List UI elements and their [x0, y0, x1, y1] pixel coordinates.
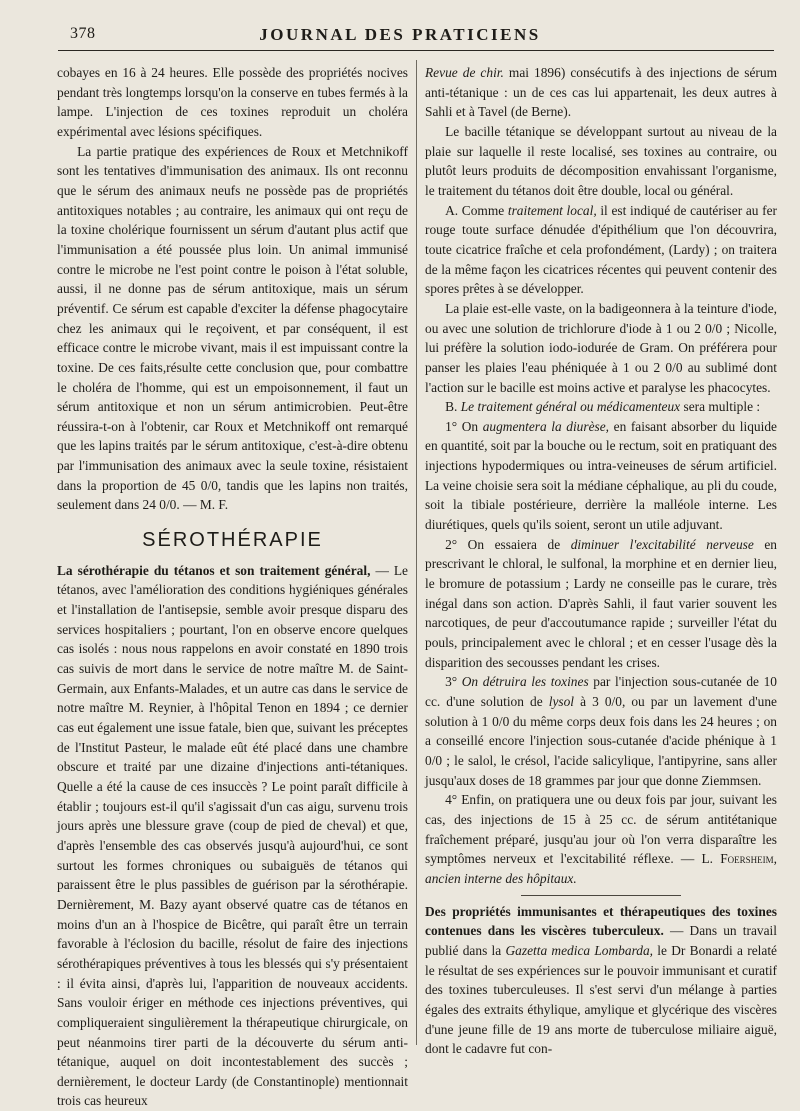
page-number: 378: [70, 25, 96, 42]
emphasis: Le traitement général ou médicamenteux: [460, 399, 681, 415]
paragraph-text: La partie pratique des expériences de Roux et Metchnikoff sont les tentatives d'immunisation des animaux. Ils ont reconnu que le sérum des animaux neufs ne possède pas de propriétés antitoxiques notables ; au contraire, les animaux qui ont reçu de la toxine cholérique fournissent un sérum d'autant plus actif que l'immunisation a été poussée plus loin. Un animal immunisé contre le microbe ne l'est point contre le poison à l'état soluble, aussi, il ne donne pas de sérum antitoxique, mais un sérum préventif. Ce sérum est capable d'exciter la défense phagocytaire chez les animaux qui le reçoivent, et par conséquent, il est efficace contre le microbe vivant, mais il est impuissant contre la toxine. De ces faits,résulte cette conclusion que, pour combattre le choléra de l'homme, qui est un empoisonnement, il faut un sérum antitoxique et non un sérum antimicrobien. Peut-être réussira-t-on à l'obtenir, car Roux et Metchnikoff ont remarqué que les lapins traités par le sérum antitoxique, c'est-à-dire obtenu par l'immunisation des animaux avec la seule toxine, résistaient dans la proportion de 45 0/0, tandis que les lapins non traités, seulement dans 24 0/0.: [57, 143, 408, 513]
article-title: Des propriétés immunisantes et thérapeutiques des toxines contenues dans les viscères tuberculeux.: [425, 903, 777, 939]
paragraph-lead: 1° On: [445, 418, 483, 434]
paragraph: cobayes en 16 à 24 heures. Elle possède des propriétés nocives pendant très longtemps lorsqu'on la conserve en tubes fermés à la lampe. L'injection de ces toxines reproduit un choléra expérimental avec lésions spécifiques.: [57, 65, 408, 139]
paragraph-lead: A. Comme: [445, 202, 508, 218]
signature: — M. F.: [183, 497, 229, 513]
article-text: — Le tétanos, avec l'amélioration des conditions hygiéniques générales et l'installation de l'antisepsie, semble avoir presque disparu des services hospitaliers ; pourtant, l'on en observe encore quelques cas isolés : nous nous rappelons en avoir constaté en 1890 trois cas suivis de mort dans le service de notre maître M. de Saint-Germain, aux Enfants-Malades, et un autre cas dans le service de notre maître M. Reynier, à l'hôpital Tenon en 1894 ; ce dernier cas eut également une issue fatale, bien que, suivant les préceptes de l'Institut Pasteur, le malade eût été placé dans une chambre obscure et traité par une dizaine d'injections anti-tétaniques. Quelle a été la cause de ces insuccès ? Le point paraît difficile à établir ; toujours est-il qu'il s'agissait d'un cas aigu, survenu trois jours après une blessure grave (coup de pied de cheval) et que, d'après l'ensemble des cas observés jusqu'à aujourd'hui, ce sont surtout les formes chroniques ou subaiguës de tétanos qui paraissent être le plus passibles de guérison par la sérothérapie. Dernièrement, M. Bazy ayant observé quatre cas de tétanos en moins d'un an à l'hospice de Bicêtre, qui paraît être un terrain favorable à l'éclosion du bacille, résolut de faire des injections sérothérapiques préventives à tous les blessés qui s'y présentaient : il évita ainsi, d'après lui, l'apparition de nouveaux accidents. Sans vouloir ériger en méthode ces injections préventives, qui compliqueraient singulièrement la thérapeutique chirurgicale, on peut néanmoins tirer parti de la découverte du sérum anti-tétanique, auquel on doit incontestablement des succès ; dernièrement, le docteur Lardy (de Constantinople) mentionnait trois cas heureux: [57, 562, 409, 1109]
article-text: — Dans un travail publié dans la: [425, 923, 777, 958]
journal-citation: Revue de chir.: [425, 65, 504, 80]
paragraph: [425, 397, 777, 417]
emphasis: On détruira les toxines: [461, 674, 589, 690]
author-name: Foersheim,: [720, 851, 777, 867]
header-rule: [58, 50, 774, 51]
paragraph: Le bacille tétanique se développant surtout au niveau de la plaie sur laquelle il reste localisé, ses toxines au contraire, ou plutôt leurs produits de décomposition envahissant l'organisme, le traitement du tétanos doit être double, local ou général.: [425, 123, 777, 198]
article-title: La sérothérapie du tétanos et son traitement général,: [57, 562, 371, 578]
paragraph: [425, 535, 777, 673]
emphasis: lysol: [548, 694, 575, 709]
paragraph-text: sera multiple :: [680, 399, 761, 415]
paragraph: [425, 63, 777, 122]
paragraph-text: mai 1896) consécutifs à des injections de sérum anti-tétanique : un de ces cas lui appartenait, les deux autres à Sahli et à Tavel (de Berne).: [425, 65, 777, 120]
paragraph: [425, 790, 777, 888]
paragraph: [425, 201, 777, 299]
paragraph-lead: 2° On essaiera de: [445, 536, 571, 552]
emphasis: diminuer l'excitabilité nerveuse: [570, 536, 754, 552]
article-paragraph: [425, 902, 777, 1059]
emphasis: augmentera la diurèse,: [482, 418, 610, 434]
emphasis: traitement local,: [507, 202, 597, 218]
section-title: SÉROTHÉRAPIE: [142, 529, 323, 552]
paragraph: La plaie est-elle vaste, on la badigeonnera à la teinture d'iode, ou avec une solution de trichlorure d'iode à 1 ou 2 0/0 ; Nicolle, lui préfère la solution iodo-iodurée de Gram. On préférera pour panser les plaies l'eau phéniquée à 1 ou 2 0/0 au sublimé dont l'action sur le bacille est moins active et paralyse les phacocytes.: [425, 300, 777, 395]
paragraph-lead: B.: [445, 399, 461, 415]
article-divider: [521, 895, 681, 896]
column-separator: [416, 60, 417, 1045]
paragraph-text: par l'injection sous-cutanée de 10 cc. d'une solution de: [425, 674, 778, 709]
paragraph-text: en prescrivant le chloral, le sulfonal, la morphine et en dernier lieu, le bromure de potassium ; Lardy ne conseille pas le curare, très inégal dans son action. D'après Sahli, il faut varier souvent les narcotiques, de peur d'accoutumance rapide ; surveiller l'état du pouls, principalement avec le chloral ; et en cesser l'usage dès la disparition des secousses pendant les crises.: [425, 536, 777, 670]
author-title: ancien interne des hôpitaux.: [425, 870, 577, 886]
signature-lead: — L.: [680, 851, 721, 867]
paragraph-text: en faisant absorber du liquide en quantité, soit par la bouche ou le rectum, soit en pratiquant des injections hypodermiques ou intra-veineuses de sérum artificiel. La veine choisie sera soit la médiane céphalique, au pli du coude, soit la tibiale postérieure, derrière la malléole interne. Les diurétiques, quels qu'ils soient, seront un utile adjuvant.: [425, 418, 777, 533]
paragraph-text: à 3 0/0, ou par un lavement d'une solution à 1 0/0 du même corps deux fois dans les 24 heures ; on a conseillé encore l'injection sous-cutanée d'acide phénique à 1 0/0 ; le salol, le crésol, l'acide salicylique, l'antipyrine, sans aller jusqu'aux doses de 18 grammes par jour que donne Ziemmsen.: [425, 694, 778, 788]
left-column: [57, 63, 408, 1111]
paragraph: [57, 142, 408, 515]
article-text: le Dr Bonardi a relaté le résultat de ses expériences sur le pouvoir immunisant et curatif des toxines tuberculeuses. Il s'est servi d'un mélange à parties égales des extraits éthylique, amylique et glycérique des viscères d'une jeune fille de 19 ans morte de tuberculose miliaire aiguë, dont le cadavre fut con-: [425, 942, 777, 1057]
journal-citation: Gazetta medica Lombarda,: [505, 942, 654, 958]
paragraph-text: il est indiqué de cautériser au fer rouge toute surface dénudée d'épithélium que l'on découvrira, toute cicatrice fraîche et cela profondément, (Lardy) ; on traitera de la même façon les cicatrices récentes qui peuvent contenir des spores prêtes à se développer.: [425, 202, 777, 297]
paragraph-lead: 3°: [445, 674, 462, 690]
article-paragraph: [57, 561, 408, 1111]
running-title: JOURNAL DES PRATICIENS: [259, 25, 541, 44]
paragraph: [425, 417, 777, 535]
paragraph-text: 4° Enfin, on pratiquera une ou deux fois par jour, suivant les cas, des injections de 15 à 25 cc. de sérum antitétanique fraîchement préparé, jusqu'au jour où l'on verra disparaître les symptômes nerveux et l'excitabilité réflexe.: [425, 792, 777, 867]
paragraph: [425, 672, 777, 790]
right-column: [425, 63, 777, 1059]
